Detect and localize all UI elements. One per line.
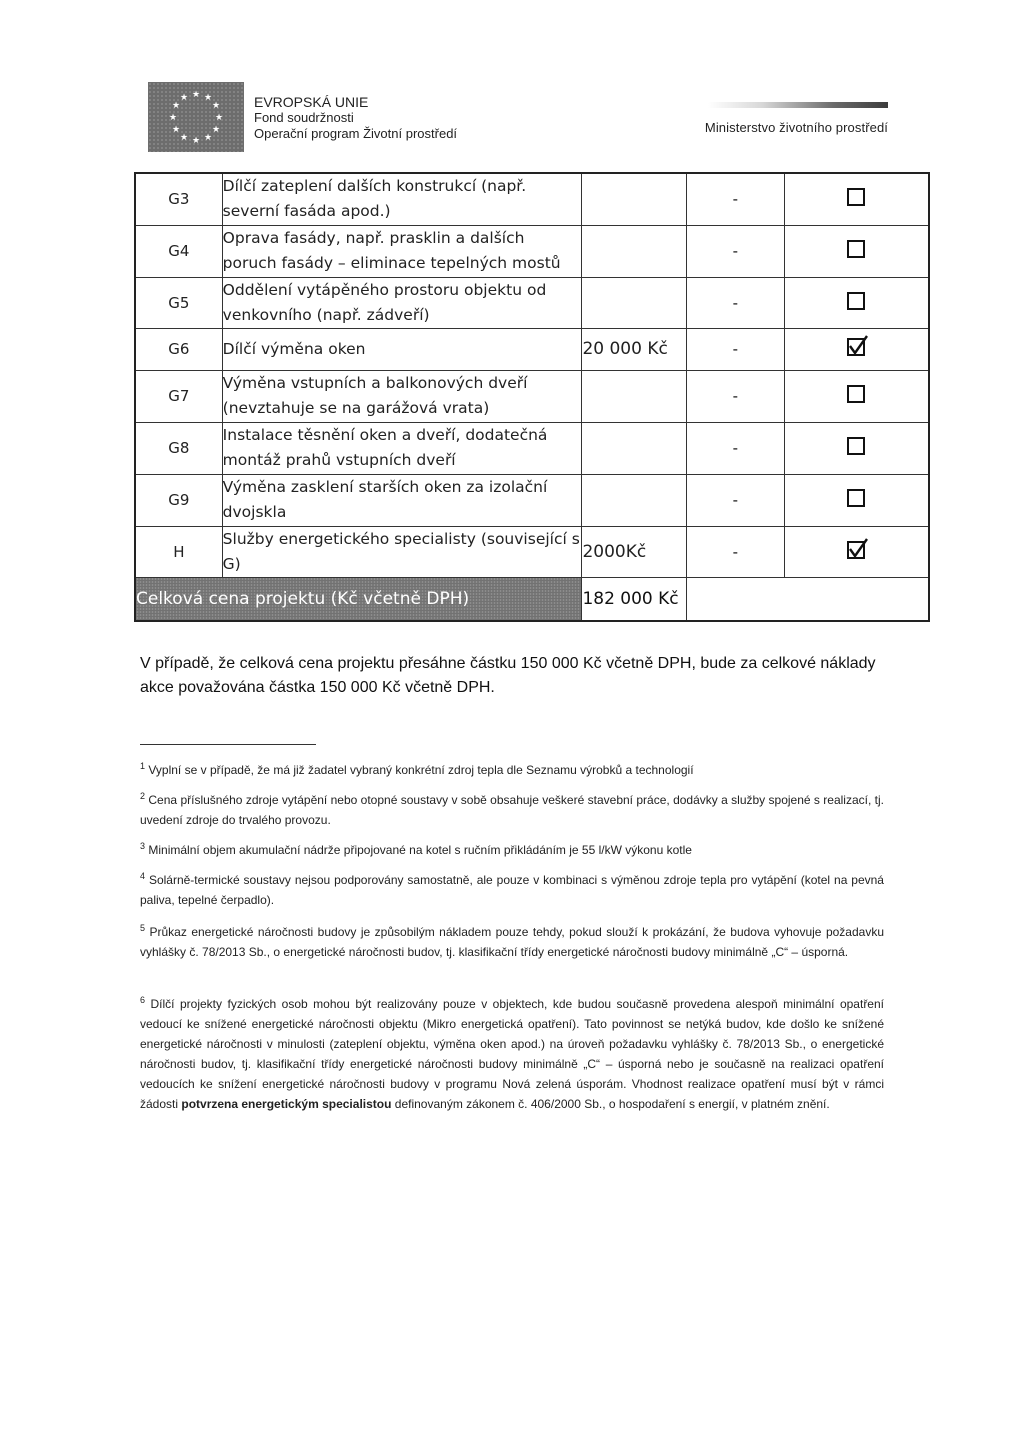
footnote-4-number: 4	[140, 871, 146, 881]
eu-title: EVROPSKÁ UNIE	[254, 94, 369, 110]
table-row	[135, 277, 929, 328]
svg-text:★: ★	[179, 133, 189, 143]
svg-text:★: ★	[171, 125, 181, 135]
footnote-1	[140, 756, 884, 780]
row-dash: -	[686, 526, 784, 577]
row-code: G3	[135, 173, 222, 225]
svg-text:★: ★	[191, 90, 201, 100]
row-price: 20 000 Kč	[582, 328, 686, 370]
eu-flag-logo	[148, 82, 244, 152]
ministry-logo-bar	[708, 102, 888, 108]
row-price: 2000Kč	[582, 526, 686, 577]
checkmark-icon	[847, 537, 869, 559]
total-row	[135, 577, 929, 621]
eu-fund: Fond soudržnosti	[254, 110, 354, 125]
checkbox[interactable]	[847, 385, 865, 403]
eu-programme: Operační program Životní prostředí	[254, 126, 458, 141]
table-row	[135, 328, 929, 370]
row-description: Oprava fasády, např. prasklin a dalších poruch fasády – eliminace tepelných mostů	[222, 225, 582, 277]
footnote-2	[140, 786, 884, 830]
page-header	[148, 82, 888, 154]
footnote-4	[140, 866, 884, 910]
svg-text:★: ★	[168, 113, 178, 123]
row-description: Dílčí výměna oken	[222, 328, 582, 370]
checkmark-icon	[847, 334, 869, 356]
row-dash: -	[686, 277, 784, 328]
footnote-1-number: 1	[140, 761, 146, 771]
checked-checkbox[interactable]	[847, 541, 865, 559]
total-empty-cell	[686, 577, 929, 621]
table-row	[135, 422, 929, 474]
footnote-2-text: Cena příslušného zdroje vytápění nebo otopné soustavy v sobě obsahuje veškeré stavební práce, dodávky a služby spojené s realizací, tj. uvedení zdroje do trvalého provozu.	[140, 793, 885, 827]
row-description: Výměna vstupních a balkonových dveří (nevztahuje se na garážová vrata)	[222, 370, 582, 422]
svg-text:★: ★	[214, 113, 224, 123]
checkbox[interactable]	[847, 188, 865, 206]
row-code: G4	[135, 225, 222, 277]
svg-text:★: ★	[211, 101, 221, 111]
row-checkbox-cell	[784, 173, 929, 225]
row-price	[582, 370, 686, 422]
total-price: 182 000 Kč	[582, 577, 686, 621]
row-description: Služby energetického specialisty (související s G)	[222, 526, 582, 577]
row-price	[582, 422, 686, 474]
row-dash: -	[686, 173, 784, 225]
footnote-5-number: 5	[140, 923, 146, 933]
row-checkbox-cell	[784, 328, 929, 370]
table-row	[135, 526, 929, 577]
row-dash: -	[686, 422, 784, 474]
row-code: G8	[135, 422, 222, 474]
checkbox[interactable]	[847, 437, 865, 455]
row-dash: -	[686, 370, 784, 422]
footnote-3-text: Minimální objem akumulační nádrže připojované na kotel s ručním přikládáním je 55 l/kW výkonu kotle	[148, 843, 692, 857]
row-price	[582, 173, 686, 225]
cost-cap-paragraph: V případě, že celková cena projektu přesáhne částku 150 000 Kč včetně DPH, bude za celkové náklady akce považována částka 150 000 Kč včetně DPH.	[140, 655, 876, 696]
footnote-separator	[140, 744, 316, 745]
checkbox[interactable]	[847, 292, 865, 310]
row-price	[582, 225, 686, 277]
footnote-1-text: Vyplní se v případě, že má již žadatel vybraný konkrétní zdroj tepla dle Seznamu výrobků a technologií	[148, 763, 694, 777]
row-dash: -	[686, 225, 784, 277]
svg-text:★: ★	[211, 125, 221, 135]
eu-text-block	[254, 94, 457, 142]
footnote-6	[140, 990, 884, 1114]
total-label: Celková cena projektu (Kč včetně DPH)	[135, 577, 582, 621]
checkbox[interactable]	[847, 489, 865, 507]
row-description: Oddělení vytápěného prostoru objektu od venkovního (např. zádveří)	[222, 277, 582, 328]
row-dash: -	[686, 328, 784, 370]
table-row	[135, 173, 929, 225]
row-price	[582, 277, 686, 328]
row-description: Dílčí zateplení dalších konstrukcí (např. severní fasáda apod.)	[222, 173, 582, 225]
footnote-5-text: Průkaz energetické náročnosti budovy je způsobilým nákladem pouze tehdy, pokud slouží k prokázání, že budova vyhovuje požadavku vyhlášky č. 78/2013 Sb., o energetické náročnosti budov, tj. klasifikační třídy energetické náročnosti budovy minimálně „C“ – úsporná.	[140, 925, 884, 959]
table-row	[135, 474, 929, 526]
row-checkbox-cell	[784, 422, 929, 474]
ministry-logo	[698, 102, 888, 135]
svg-text:★: ★	[203, 133, 213, 143]
row-checkbox-cell	[784, 225, 929, 277]
footnote-2-number: 2	[140, 791, 146, 801]
row-checkbox-cell	[784, 370, 929, 422]
svg-text:★: ★	[179, 93, 189, 103]
svg-text:★: ★	[203, 93, 213, 103]
row-code: H	[135, 526, 222, 577]
row-checkbox-cell	[784, 277, 929, 328]
footnote-3-number: 3	[140, 841, 146, 851]
row-code: G5	[135, 277, 222, 328]
footnote-6-text-c: definovaným zákonem č. 406/2000 Sb., o hospodaření s energií, v platném znění.	[391, 1097, 830, 1111]
measures-table	[134, 172, 930, 622]
row-description: Výměna zasklení starších oken za izolační dvojskla	[222, 474, 582, 526]
footnote-6-text-a: Dílčí projekty fyzických osob mohou být realizovány pouze v objektech, kde budou současně provedena alespoň minimální opatření vedoucí ke snížené energetické náročnosti objektu (Mikro energetická opatření). Tato povinnost se netýká budov, kde došlo ke snížené energetické náročnosti v minulosti (zateplení objektu, výměna oken apod.) na úroveň požadavku vyhlášky č. 78/2013 Sb., o energetické náročnosti budov, tj. klasifikační třídy energetické náročnosti budovy minimálně „C“ – úsporná nebo je současně na realizaci opatření vedoucích ke snížení energetické náročnosti budovy v programu Nová zelená úsporám. Vhodnost realizace opatření musí být v rámci žádosti	[140, 997, 884, 1111]
svg-text:★: ★	[171, 101, 181, 111]
checkbox[interactable]	[847, 240, 865, 258]
table-row	[135, 370, 929, 422]
row-description: Instalace těsnění oken a dveří, dodatečná montáž prahů vstupních dveří	[222, 422, 582, 474]
footnote-6-text-bold: potvrzena energetickým specialistou	[181, 1097, 392, 1111]
row-dash: -	[686, 474, 784, 526]
svg-text:★: ★	[191, 136, 201, 146]
row-code: G7	[135, 370, 222, 422]
footnote-4-text: Solárně-termické soustavy nejsou podporovány samostatně, ale pouze v kombinaci s výměnou zdroje tepla pro vytápění (kotel na pevná paliva, tepelné čerpadlo).	[140, 873, 884, 907]
row-price	[582, 474, 686, 526]
row-checkbox-cell	[784, 474, 929, 526]
footnote-6-number: 6	[140, 995, 146, 1005]
row-code: G6	[135, 328, 222, 370]
checked-checkbox[interactable]	[847, 338, 865, 356]
table-row	[135, 225, 929, 277]
row-code: G9	[135, 474, 222, 526]
row-checkbox-cell	[784, 526, 929, 577]
ministry-name: Ministerstvo životního prostředí	[704, 120, 888, 135]
footnote-3	[140, 836, 884, 860]
footnote-5	[140, 918, 884, 962]
